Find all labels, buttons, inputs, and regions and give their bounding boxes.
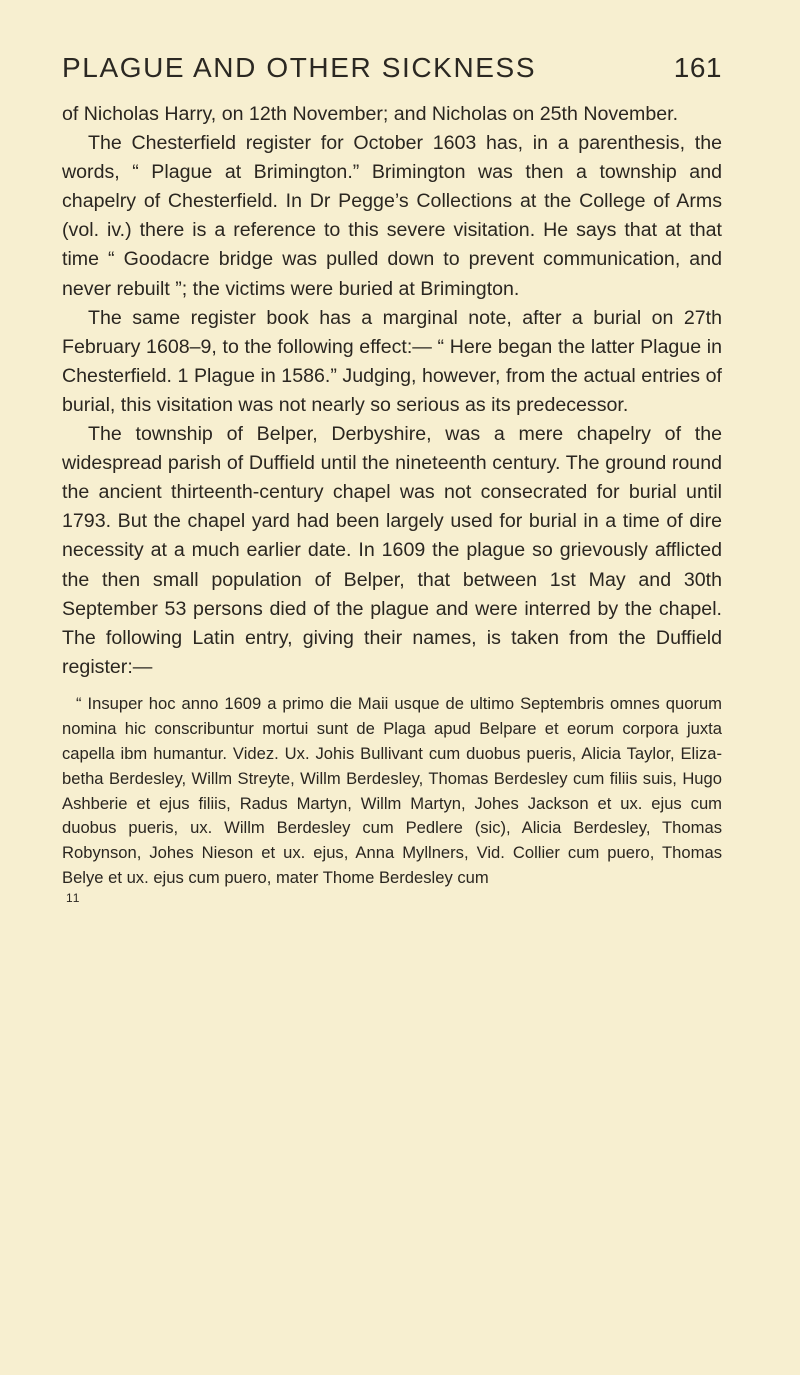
paragraph-marginal-note: The same register book has a marginal note, after a burial on 27th February 1608–9, to the following effect:— “ Here began the latter Plague in Chesterfield. 1 Plague in 1586.” Judging, however, from the actual entries of burial, this visitation was not nearly so serious as its predecessor. — [62, 306, 722, 416]
latin-register-quote: “ Insuper hoc anno 1609 a primo die Maii usque de ultimo Septembris omnes quorum nomina hic conscribuntur mortui sunt de Plaga apud Belpare et eorum corpora juxta capella ibm humantur. Videz. Ux. Johis Bullivant cum duobus pueris, Alicia Taylor, Elizabetha Berdesley, Willm Streyte, Willm Berdesley, Thomas Berdesley cum filiis suis, Hugo Ashberie et ejus filiis, Radus Martyn, Willm Martyn, Johes Jackson et ux. ejus cum duobus pueris, ux. Willm Berdesley cum Pedlere (sic), Alicia Berdesley, Thomas Robynson, Johes Nieson et ux. ejus, Anna Myllners, Vid. Collier cum puero, Thomas Belye et ux. ejus cum puero, mater Thome Berdesley cum — [62, 693, 722, 888]
page-number: 161 — [673, 52, 722, 83]
book-page — [62, 52, 722, 905]
running-head — [62, 52, 722, 84]
signature-mark: 11 — [66, 891, 81, 906]
running-title: PLAGUE AND OTHER SICKNESS — [62, 52, 537, 83]
paragraph-belper: The township of Belper, Derbyshire, was a mere chapelry of the widespread parish of Duffield until the nineteenth century. The ground round the ancient thirteenth-century chapel was not consecrated for burial until 1793. But the chapel yard had been largely used for burial in a time of dire necessity at a much earlier date. In 1609 the plague so grievously afflicted the then small population of Belper, that between 1st May and 30th September 53 persons died of the plague and were interred by the chapel. The following Latin entry, giving their names, is taken from the Duffield register:— — [62, 423, 722, 678]
paragraph-chesterfield-register: The Chesterfield register for October 1603 has, in a parenthesis, the words, “ Plague at Brimington.” Brimington was then a township and chapelry of Chesterfield. In Dr Pegge’s Collections at the College of Arms (vol. iv.) there is a reference to this severe visitation. He says that at that time “ Goodacre bridge was pulled down to prevent communication, and never rebuilt ”; the victims were buried at Brimington. — [62, 132, 722, 300]
paragraph-continuation: of Nicholas Harry, on 12th November; and Nicholas on 25th November. — [62, 103, 679, 125]
